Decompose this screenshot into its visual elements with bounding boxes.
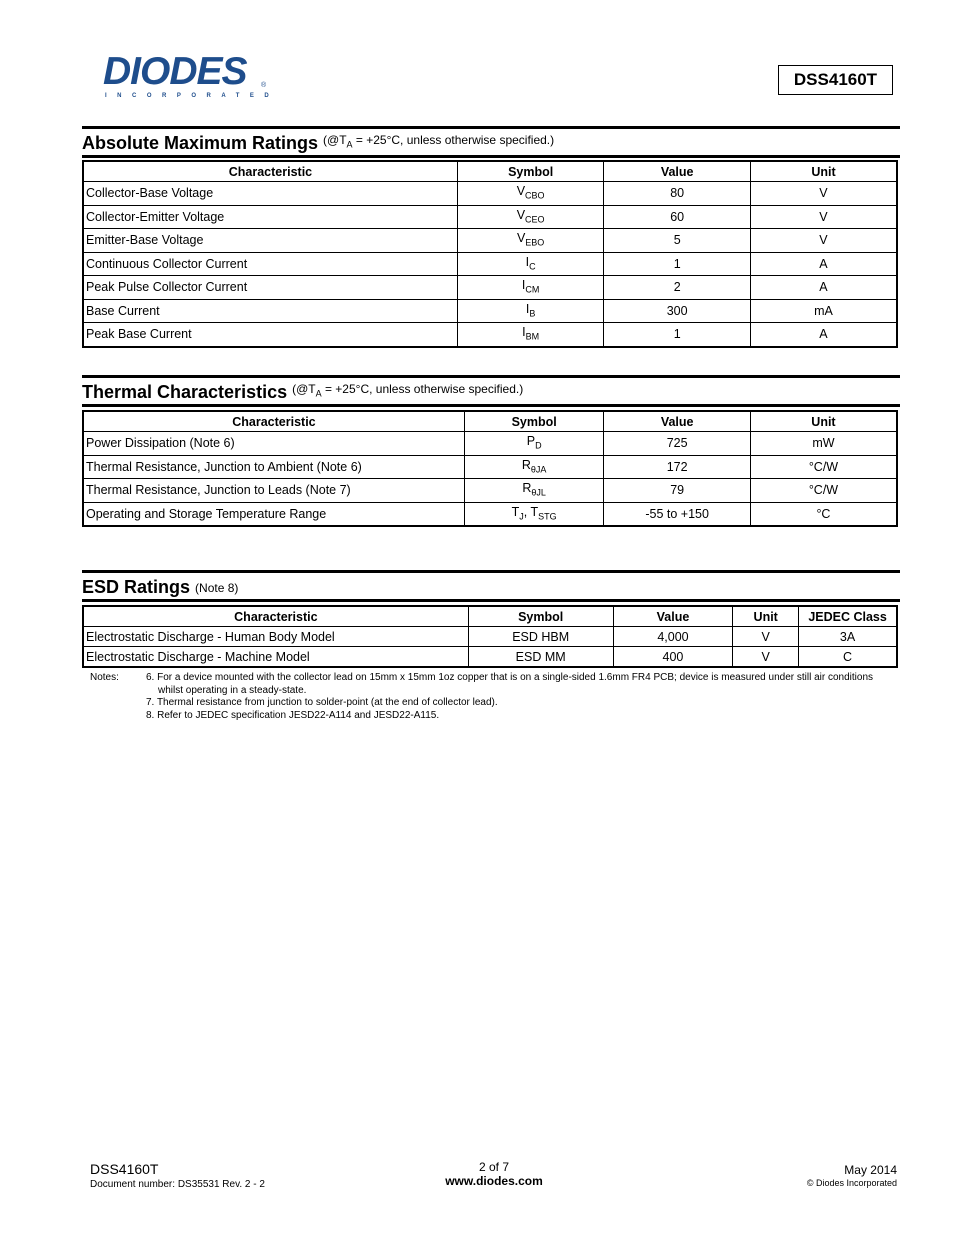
registered-mark: ® — [261, 82, 267, 89]
col-header: Symbol — [457, 161, 604, 182]
thermal-title: Thermal Characteristics — [82, 382, 288, 402]
col-header: Symbol — [468, 606, 613, 627]
symbol-cell: $I_B$ — [457, 299, 604, 323]
abs-max-table — [82, 160, 898, 348]
symbol-cell: $P_D$ — [464, 432, 604, 456]
table-row — [83, 455, 897, 479]
table-row — [83, 252, 897, 276]
value-cell: 5 — [604, 229, 751, 253]
thermal-table — [82, 410, 898, 527]
unit-cell: mA — [750, 299, 897, 323]
esd-note: (Note 8) — [195, 581, 239, 595]
col-header: Unit — [750, 161, 897, 182]
esd-section-header — [82, 570, 900, 602]
characteristic-cell: Power Dissipation (Note 6) — [83, 432, 464, 456]
abs-max-section-header — [82, 126, 900, 158]
symbol-cell: $R_{\theta JL}$ — [464, 479, 604, 503]
jedec-class-cell: C — [799, 647, 897, 668]
col-header: Characteristic — [83, 161, 457, 182]
characteristic-cell: Electrostatic Discharge - Machine Model — [83, 647, 468, 668]
characteristic-cell: Electrostatic Discharge - Human Body Model — [83, 627, 468, 647]
jedec-class-cell: 3A — [799, 627, 897, 647]
table-row — [83, 205, 897, 229]
col-header: Characteristic — [83, 411, 464, 432]
thermal-condition: ($@T_A = +25^\circ C$, unless otherwise specified.) — [292, 381, 524, 398]
thermal-section-header — [82, 375, 900, 407]
symbol-cell: $I_C$ — [457, 252, 604, 276]
unit-cell: V — [733, 627, 799, 647]
page-number: 2 of 7 — [478, 1160, 510, 1174]
footer-date: May 2014 — [844, 1163, 897, 1177]
logo-subtext: INCORPORATED — [105, 93, 280, 99]
symbol-cell: $R_{\theta JA}$ — [464, 455, 604, 479]
col-header: Unit — [750, 411, 897, 432]
characteristic-cell: Peak Pulse Collector Current — [83, 276, 457, 300]
unit-cell: A — [750, 276, 897, 300]
table-header-row — [83, 606, 897, 627]
value-cell: 2 — [604, 276, 751, 300]
table-header-row — [83, 411, 897, 432]
col-header: Value — [613, 606, 733, 627]
note-item: 7. Thermal resistance from junction to solder-point (at the end of collector lead). — [146, 697, 498, 708]
symbol-cell: ESD MM — [468, 647, 613, 668]
col-header: Value — [604, 411, 751, 432]
table-row — [83, 299, 897, 323]
value-cell: 80 — [604, 182, 751, 206]
symbol-cell: $V_{EBO}$ — [457, 229, 604, 253]
notes-label: Notes: — [90, 672, 119, 683]
unit-cell: A — [750, 323, 897, 347]
abs-max-condition: ($@T_A = +25^\circ C$, unless otherwise specified.) — [323, 132, 555, 149]
note-item: 8. Refer to JEDEC specification JESD22-A114 and JESD22-A115. — [146, 709, 440, 721]
abs-max-title: Absolute Maximum Ratings — [82, 133, 319, 153]
table-row — [83, 182, 897, 206]
diodes-logo — [103, 50, 280, 99]
symbol-cell: ESD HBM — [468, 627, 613, 647]
footer-left — [90, 1161, 265, 1191]
unit-cell: °C — [750, 502, 897, 526]
table-row — [83, 502, 897, 526]
unit-cell: V — [750, 229, 897, 253]
unit-cell: °C/W — [750, 479, 897, 503]
footer-copyright: © Diodes Incorporated — [806, 1178, 897, 1188]
characteristic-cell: Emitter-Base Voltage — [83, 229, 457, 253]
value-cell: 400 — [613, 647, 733, 668]
symbol-cell: $V_{CEO}$ — [457, 205, 604, 229]
footer-right — [807, 1163, 897, 1189]
unit-cell: mW — [750, 432, 897, 456]
symbol-cell: $I_{BM}$ — [457, 323, 604, 347]
notes-block — [90, 672, 890, 722]
col-header: Symbol — [464, 411, 604, 432]
value-cell: 60 — [604, 205, 751, 229]
unit-cell: A — [750, 252, 897, 276]
characteristic-cell: Collector-Base Voltage — [83, 182, 457, 206]
value-cell: -55 to +150 — [604, 502, 751, 526]
part-number-box: DSS4160T — [778, 65, 893, 95]
note-item: 6. For a device mounted with the collector lead on 15mm x 15mm 1oz copper that is on a single-sided 1.6mm FR4 PCB; device is measured under still air conditions whilst operating in a steady-state. — [146, 672, 874, 696]
col-header: Unit — [733, 606, 799, 627]
symbol-cell: $T_J$, $T_{STG}$ — [464, 502, 604, 526]
table-row — [83, 647, 897, 668]
table-row — [83, 432, 897, 456]
characteristic-cell: Peak Base Current — [83, 323, 457, 347]
table-row — [83, 229, 897, 253]
table-row — [83, 627, 897, 647]
unit-cell: °C/W — [750, 455, 897, 479]
symbol-cell: $V_{CBO}$ — [457, 182, 604, 206]
table-row — [83, 479, 897, 503]
value-cell: 1 — [604, 323, 751, 347]
characteristic-cell: Base Current — [83, 299, 457, 323]
characteristic-cell: Thermal Resistance, Junction to Leads (Note 7) — [83, 479, 464, 503]
unit-cell: V — [733, 647, 799, 668]
website-link[interactable]: www.diodes.com — [445, 1174, 543, 1188]
value-cell: 4,000 — [613, 627, 733, 647]
footer-doc-number: Document number: DS35531 Rev. 2 - 2 — [90, 1179, 265, 1190]
esd-title: ESD Ratings — [82, 577, 191, 597]
characteristic-cell: Collector-Emitter Voltage — [83, 205, 457, 229]
value-cell: 172 — [604, 455, 751, 479]
characteristic-cell: Thermal Resistance, Junction to Ambient (Note 6) — [83, 455, 464, 479]
value-cell: 79 — [604, 479, 751, 503]
value-cell: 1 — [604, 252, 751, 276]
logo-wordmark: DIODES — [103, 50, 247, 93]
value-cell: 725 — [604, 432, 751, 456]
table-row — [83, 276, 897, 300]
table-header-row — [83, 161, 897, 182]
col-header: Characteristic — [83, 606, 468, 627]
col-header: JEDEC Class — [799, 606, 897, 627]
unit-cell: V — [750, 205, 897, 229]
characteristic-cell: Operating and Storage Temperature Range — [83, 502, 464, 526]
symbol-cell: $I_{CM}$ — [457, 276, 604, 300]
esd-table — [82, 605, 898, 668]
unit-cell: V — [750, 182, 897, 206]
table-row — [83, 323, 897, 347]
characteristic-cell: Continuous Collector Current — [83, 252, 457, 276]
footer-part: DSS4160T — [90, 1161, 159, 1177]
col-header: Value — [604, 161, 751, 182]
value-cell: 300 — [604, 299, 751, 323]
footer-center — [394, 1160, 594, 1188]
